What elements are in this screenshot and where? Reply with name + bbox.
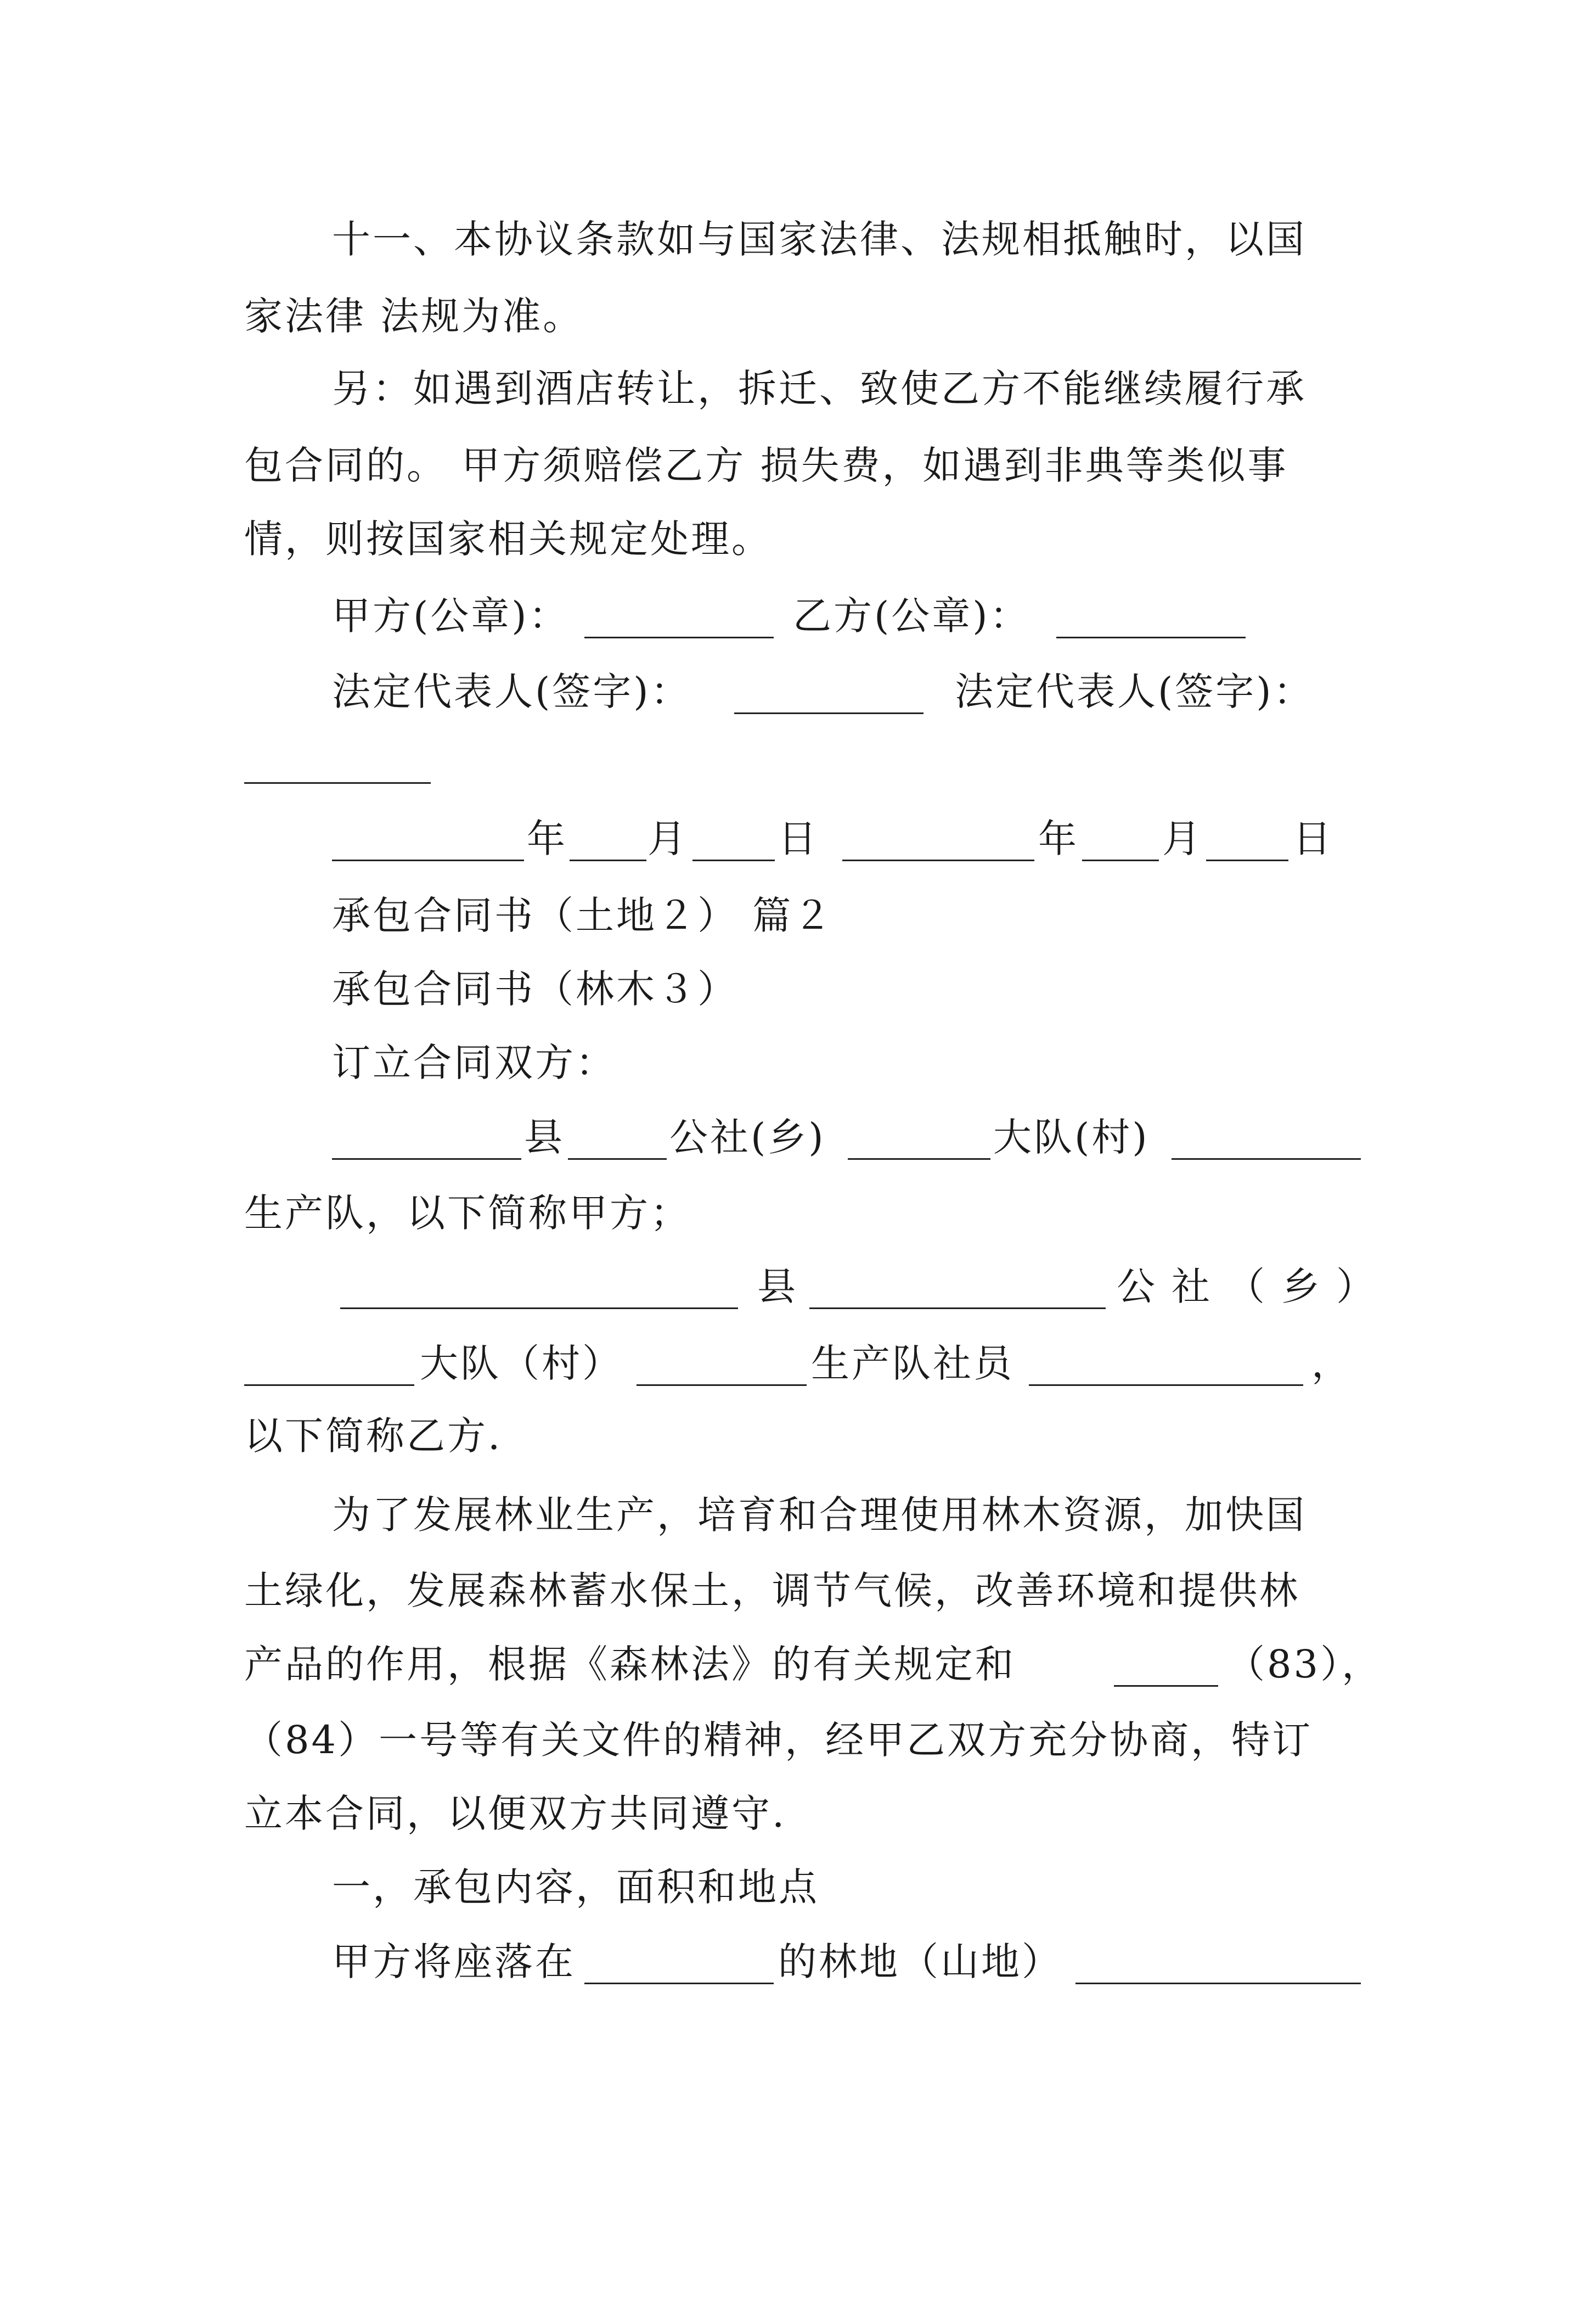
section-one-text: 甲方将座落在 的林地（山地）: [0, 1929, 1588, 1995]
purpose-line-3: 产品的作用，根据《森林法》的有关规定和 （83），: [244, 1642, 1383, 1687]
party-b-suffix-row: 以下简称乙方.: [244, 1413, 503, 1458]
section-one-title: 一，承包内容，面积和地点: [332, 1865, 819, 1910]
seal-row: [0, 583, 1588, 649]
party-b-member-blank: [1029, 1384, 1303, 1386]
party-b-rep-label: 法定代表人(签字)：: [955, 669, 1314, 714]
contract-title-land: 承包合同书（土地２） 篇２: [332, 893, 834, 938]
party-a-seal-blank: [584, 637, 774, 638]
party-a-rep-label: 法定代表人(签字)：: [332, 669, 691, 714]
purpose-line-1: 为了发展林业生产，培育和合理使用林木资源，加快国: [332, 1492, 1307, 1537]
party-a-county-blank: [332, 1158, 521, 1160]
party-a-brigade-blank: [848, 1158, 990, 1160]
date-a-year-blank: [332, 860, 524, 861]
purpose-line-4: （84）一号等有关文件的精神，经甲乙双方充分协商，特订: [244, 1717, 1313, 1762]
parties-label: 订立合同双方：: [332, 1040, 616, 1085]
party-b-rep-blank: [244, 782, 431, 784]
area-blank: [1075, 1983, 1361, 1984]
party-b-seal-blank: [1056, 637, 1246, 638]
party-a-team-blank: [1172, 1158, 1361, 1160]
supplement-line-3: 情，则按国家相关规定处理。: [244, 517, 772, 562]
party-a-suffix-row: 生产队，以下简称甲方；: [244, 1191, 691, 1236]
date-row: 年 月 日 年 月 日: [0, 806, 1588, 872]
representative-row: [0, 659, 1588, 725]
contract-title-forest: 承包合同书（林木３）: [332, 967, 738, 1012]
party-b-address-row: 县 公社（乡）: [0, 1254, 1588, 1320]
party-b-seal-label: 乙方(公章)：: [793, 593, 1030, 638]
party-b-county-blank: [340, 1307, 738, 1309]
purpose-line-2: 土绿化，发展森林蓄水保土，调节气候，改善环境和提供林: [244, 1568, 1300, 1613]
party-b-brigade-blank: [244, 1384, 414, 1386]
date-b-year-blank: [842, 860, 1034, 861]
purpose-line-5: 立本合同，以便双方共同遵守.: [244, 1791, 787, 1836]
clause-eleven-line-2: 家法律 法规为准。: [244, 294, 584, 339]
date-a-month-blank: [570, 860, 646, 861]
party-b-brigade-row: 大队（村） 生产队社员 ，: [0, 1331, 1588, 1396]
party-a-seal-label: 甲方(公章)：: [332, 593, 570, 638]
supplement-line-2: 包合同的。 甲方须赔偿乙方 损失费，如遇到非典等类似事: [244, 443, 1288, 488]
party-a-address-row: 县 公社(乡) 大队(村): [0, 1104, 1588, 1170]
location-blank: [584, 1983, 774, 1984]
party-b-team-blank: [637, 1384, 807, 1386]
party-a-rep-blank: [734, 712, 923, 714]
party-a-commune-blank: [568, 1158, 667, 1160]
date-b-month-blank: [1082, 860, 1159, 861]
law-reference-blank: [1114, 1685, 1218, 1687]
party-b-commune-blank: [809, 1307, 1106, 1309]
supplement-line-1: 另：如遇到酒店转让，拆迁、致使乙方不能继续履行承: [332, 366, 1307, 411]
clause-eleven-line-1: 十一、本协议条款如与国家法律、法规相抵触时，以国: [332, 217, 1307, 262]
date-b-day-blank: [1206, 860, 1288, 861]
date-a-day-blank: [692, 860, 775, 861]
